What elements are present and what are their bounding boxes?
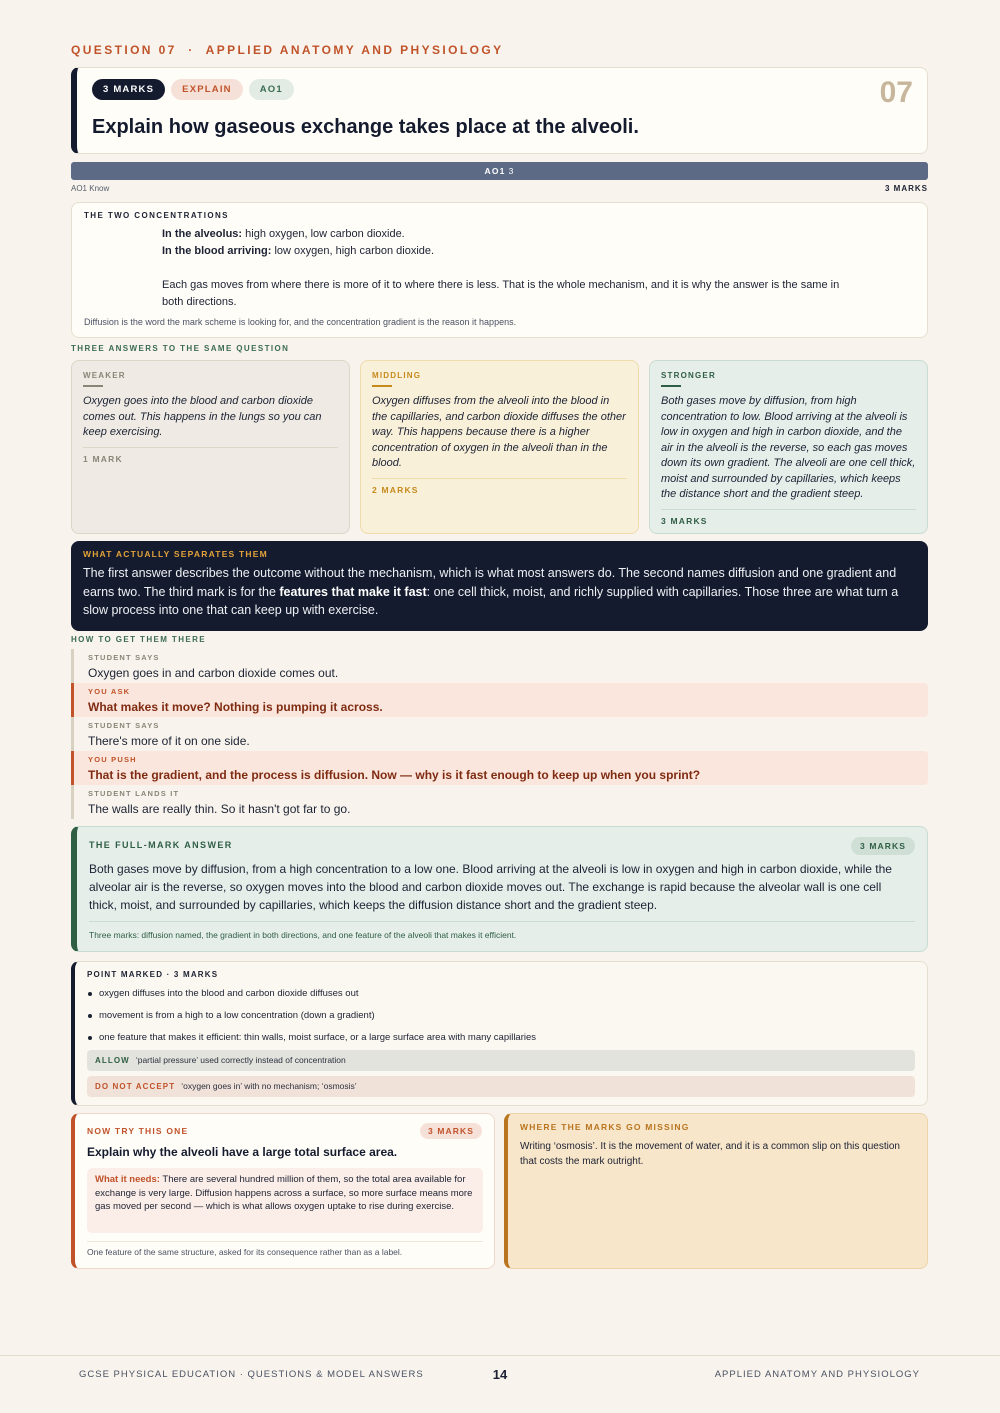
dialogue-text: There's more of it on one side.: [88, 734, 250, 748]
what-it-needs-label: What it needs:: [95, 1174, 160, 1185]
what-it-needs-text: There are several hundred million of them, so the total area available for exchange is very large. Diffusion happens across a surface, so more surface means more gas moved per second — which is what allows oxygen uptake to rise during exercise.: [95, 1174, 473, 1212]
ao-meta-left: AO1 Know: [71, 184, 110, 193]
eyebrow-topic: APPLIED ANATOMY AND PHYSIOLOGY: [205, 43, 504, 57]
mechanism-text: Each gas moves from where there is more of it to where there is less. That is the whole mechanism, and it is why the answer is the same in both directions.: [162, 279, 840, 308]
separates-text-bold: features that make it fast: [279, 584, 427, 599]
footer-right: APPLIED ANATOMY AND PHYSIOLOGY: [714, 1369, 920, 1380]
dialogue-text: The walls are really thin. So it hasn't got far to go.: [88, 802, 351, 816]
concentrations-footnote: Diffusion is the word the mark scheme is looking for, and the concentration gradient is the reason it happens.: [84, 317, 517, 327]
stronger-rule: [661, 385, 681, 387]
dialogue-text: That is the gradient, and the process is diffusion. Now — why is it fast enough to keep up when you sprint?: [88, 768, 701, 782]
dialogue: [71, 649, 928, 819]
do-not-accept-text: ‘oxygen goes in’ with no mechanism; ‘osmosis’: [181, 1081, 357, 1091]
marks-missing-card: [504, 1113, 928, 1269]
weaker-rule: [83, 385, 103, 387]
try-this-divider: [87, 1241, 483, 1242]
dialogue-speaker: YOU PUSH: [88, 755, 137, 764]
page-number: 14: [492, 1367, 508, 1382]
do-not-accept-row: [87, 1076, 915, 1097]
ao-bar-value: 3: [508, 166, 515, 176]
stronger-answer-card: [649, 360, 928, 534]
allow-tag: ALLOW: [95, 1056, 130, 1065]
question-number: 07: [879, 76, 913, 109]
dialogue-line: [71, 751, 928, 785]
dialogue-speaker: STUDENT SAYS: [88, 653, 160, 662]
alveolus-line: [162, 226, 842, 243]
footer-left: GCSE PHYSICAL EDUCATION · QUESTIONS & MODEL ANSWERS: [79, 1369, 424, 1380]
question-pills: [92, 79, 294, 100]
point-marked-item: oxygen diffuses into the blood and carbon dioxide diffuses out: [87, 986, 536, 1008]
alveolus-text: high oxygen, low carbon dioxide.: [245, 228, 405, 240]
middling-answer-card: [360, 360, 639, 534]
full-mark-badge: 3 MARKS: [851, 837, 915, 855]
point-marked-item: one feature that makes it efficient: thin walls, moist surface, or a large surface area with many capillaries: [87, 1030, 536, 1052]
dialogue-text: Oxygen goes in and carbon dioxide comes out.: [88, 666, 339, 680]
blood-label: In the blood arriving:: [162, 245, 272, 257]
try-this-badge: 3 MARKS: [420, 1123, 482, 1139]
point-marked-item: movement is from a high to a low concentration (down a gradient): [87, 1008, 536, 1030]
point-marked-title: POINT MARKED · 3 MARKS: [87, 970, 219, 979]
try-this-footnote: One feature of the same structure, asked for its consequence rather than as a label.: [87, 1247, 403, 1257]
ao-meta-right: 3 MARKS: [884, 184, 928, 193]
dialogue-text: What makes it move? Nothing is pumping it across.: [88, 700, 383, 714]
separates-callout: [71, 541, 928, 631]
point-marked-card: [71, 961, 928, 1106]
ao-bar: [71, 162, 928, 180]
try-this-question: Explain why the alveoli have a large total surface area.: [87, 1145, 398, 1159]
middling-label: MIDDLING: [372, 371, 422, 380]
middling-divider: [372, 478, 627, 479]
separates-text-after: : one cell thick, moist, and richly supplied with capillaries. Those three are what turn a slow process into one that can keep up with exercise.: [83, 584, 899, 617]
marks-missing-label: WHERE THE MARKS GO MISSING: [520, 1122, 690, 1132]
three-answers-label: THREE ANSWERS TO THE SAME QUESTION: [71, 344, 290, 353]
full-mark-divider: [89, 921, 915, 922]
marks-missing-text: Writing ‘osmosis’. It is the movement of water, and it is a common slip on this question that costs the mark outright.: [520, 1141, 900, 1167]
ao-bar-label: AO1: [484, 166, 506, 176]
dialogue-line: [71, 683, 928, 717]
weaker-marks: 1 MARK: [83, 453, 123, 464]
eyebrow-question: QUESTION 07: [71, 43, 177, 57]
weaker-label: WEAKER: [83, 371, 126, 380]
blood-text: low oxygen, high carbon dioxide.: [274, 245, 435, 257]
middling-rule: [372, 385, 392, 387]
command-word-pill: EXPLAIN: [171, 79, 243, 100]
blood-line: [162, 243, 842, 260]
concentrations-title: THE TWO CONCENTRATIONS: [84, 211, 229, 220]
marks-pill: 3 MARKS: [92, 79, 165, 100]
middling-text: Oxygen diffuses from the alveoli into the blood in the capillaries, and carbon dioxide diffuses the other way. This happens because there is a higher concentration of oxygen in the alveoli than in the blood.: [372, 395, 626, 469]
middling-marks: 2 MARKS: [372, 484, 419, 495]
stronger-marks: 3 MARKS: [661, 515, 708, 526]
allow-text: ‘partial pressure’ used correctly instead of concentration: [135, 1055, 346, 1065]
weaker-answer-card: [71, 360, 350, 534]
full-mark-title: THE FULL-MARK ANSWER: [89, 840, 233, 850]
stronger-text: Both gases move by diffusion, from high concentration to low. Blood arriving at the alveoli is low in oxygen and high in carbon dioxide, and the air in the alveoli is the reverse, so each gas moves down its own gradient. The alveoli are one cell thick, moist and surrounded by capillaries, which keeps the distance short and the gradient steep.: [661, 395, 916, 500]
question-card: [71, 67, 928, 154]
full-mark-footnote: Three marks: diffusion named, the gradient in both directions, and one feature of the alveoli that makes it efficient.: [89, 930, 517, 940]
separates-text: [83, 564, 916, 620]
dialogue-speaker: STUDENT LANDS IT: [88, 789, 180, 798]
eyebrow-separator: ·: [188, 43, 195, 57]
weaker-divider: [83, 447, 338, 448]
allow-row: [87, 1050, 915, 1071]
do-not-accept-tag: DO NOT ACCEPT: [95, 1082, 176, 1091]
full-mark-answer-card: [71, 826, 928, 952]
separates-label: WHAT ACTUALLY SEPARATES THEM: [83, 549, 268, 559]
concentrations-body: [162, 226, 842, 311]
alveolus-label: In the alveolus:: [162, 228, 243, 240]
full-mark-text: Both gases move by diffusion, from a high concentration to a low one. Blood arriving at the alveoli is low in oxygen and high in carbon dioxide, while the alveolar air is the reverse, so oxygen moves into the blood and carbon dioxide moves out. The exchange is rapid because the alveolar wall is one cell thick, moist, and surrounded by capillaries, which keeps the diffusion distance short and the gradient steep.: [89, 862, 892, 912]
page-footer: [0, 1355, 1000, 1413]
concentrations-card: [71, 202, 928, 338]
point-marked-list: [87, 986, 536, 1052]
weaker-text: Oxygen goes into the blood and carbon dioxide comes out. This happens in the lungs so you can keep exercising.: [83, 395, 322, 438]
assessment-objective-pill: AO1: [249, 79, 294, 100]
dialogue-line: [71, 717, 928, 751]
try-this-label: NOW TRY THIS ONE: [87, 1126, 189, 1136]
stronger-label: STRONGER: [661, 371, 716, 380]
dialogue-label: HOW TO GET THEM THERE: [71, 635, 207, 644]
dialogue-speaker: YOU ASK: [88, 687, 131, 696]
dialogue-speaker: STUDENT SAYS: [88, 721, 160, 730]
eyebrow: [71, 43, 503, 57]
what-it-needs-box: [87, 1168, 483, 1233]
stronger-divider: [661, 509, 916, 510]
separates-text-before: The first answer describes the outcome without the mechanism, which is what most answers do. The second names diffusion and one gradient and earns two. The third mark is for the: [83, 566, 897, 599]
dialogue-line: [71, 785, 928, 819]
try-this-card: [71, 1113, 495, 1269]
dialogue-line: [71, 649, 928, 683]
question-text: Explain how gaseous exchange takes place at the alveoli.: [92, 116, 639, 138]
